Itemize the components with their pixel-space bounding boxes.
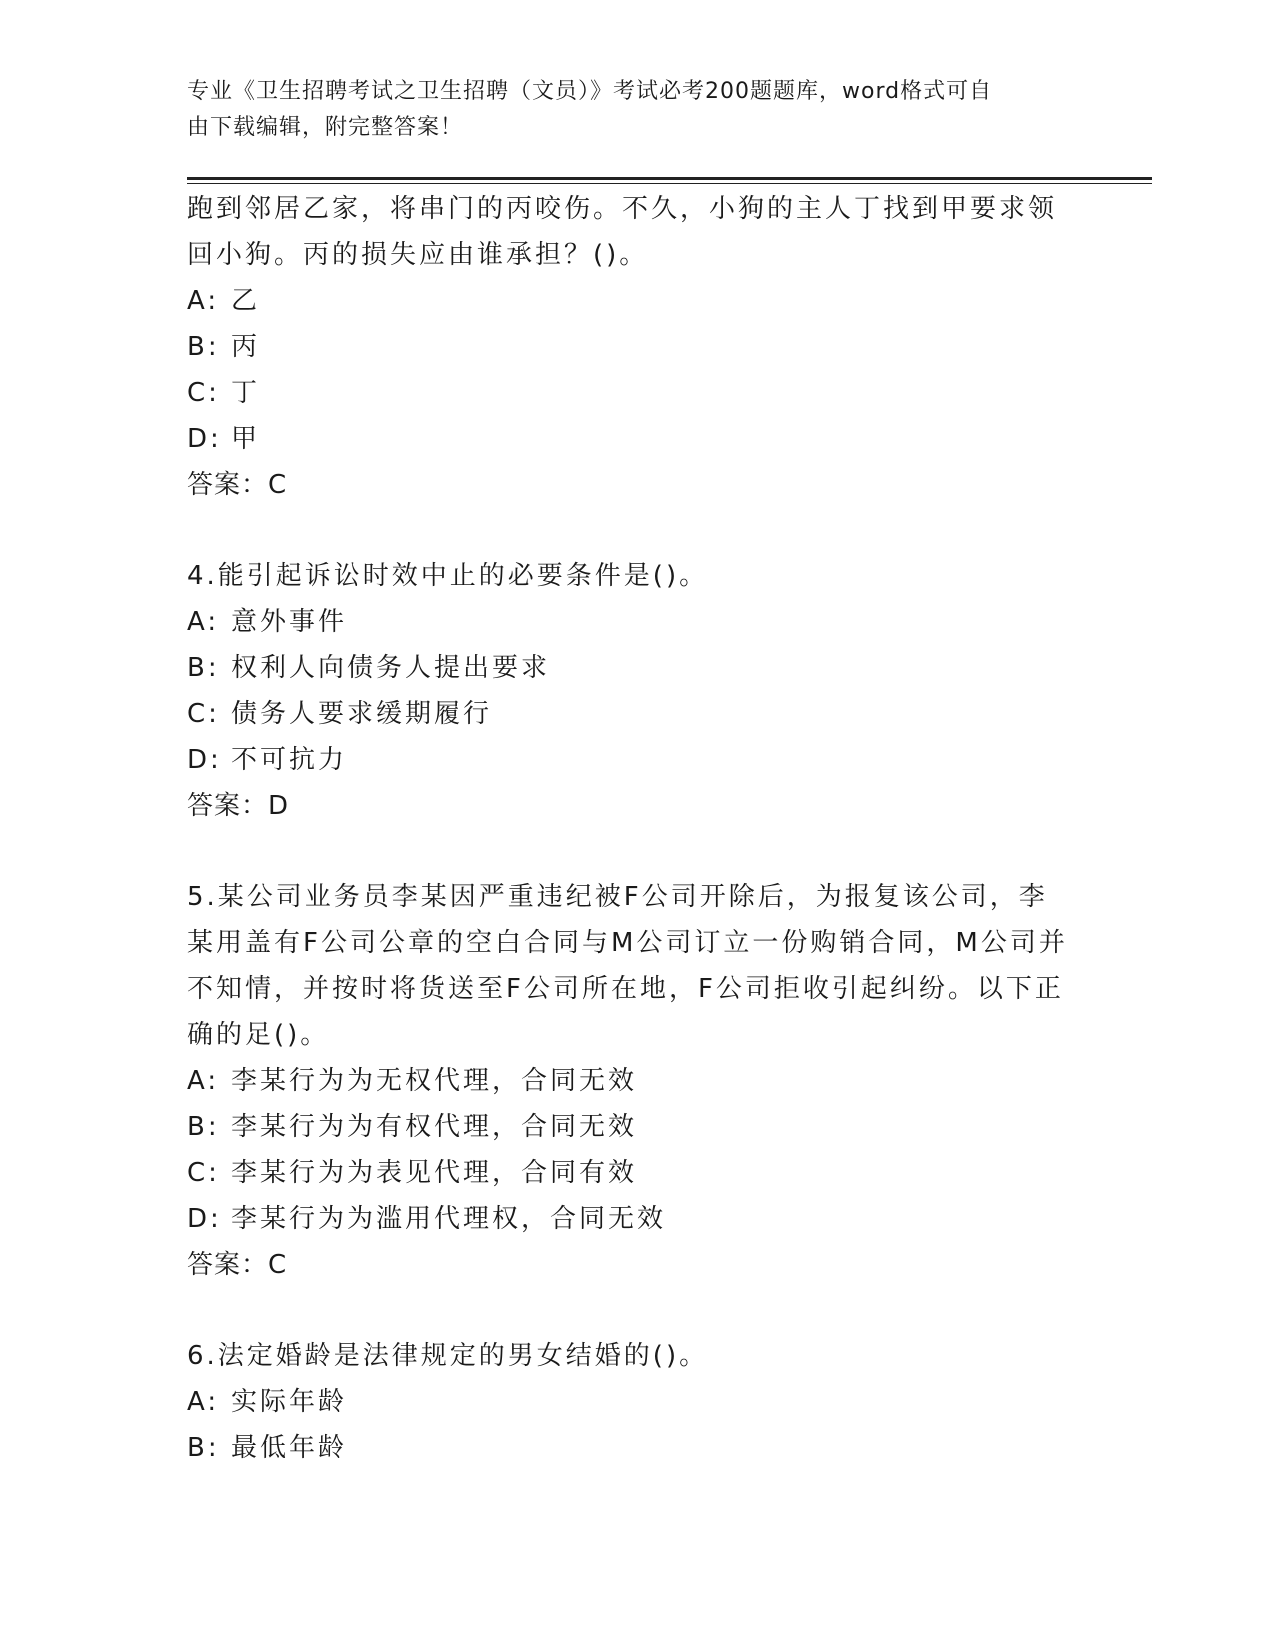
option-key: A: bbox=[187, 607, 220, 637]
question-5-option-c bbox=[187, 1150, 1087, 1196]
document-header bbox=[187, 74, 1067, 146]
question-3-answer: 答案：C bbox=[187, 470, 288, 500]
option-key: B: bbox=[187, 332, 220, 362]
question-5-option-d bbox=[187, 1196, 1087, 1242]
question-5-answer: 答案：C bbox=[187, 1250, 288, 1280]
question-4 bbox=[187, 553, 1087, 829]
question-5-stem-line-1: 5.某公司业务员李某因严重违纪被F公司开除后，为报复该公司，李 bbox=[187, 882, 1048, 912]
header-divider-thick bbox=[187, 177, 1152, 180]
question-4-answer: 答案：D bbox=[187, 791, 290, 821]
option-key: D: bbox=[187, 424, 222, 454]
option-key: A: bbox=[187, 1387, 220, 1417]
question-6-stem: 6.法定婚龄是法律规定的男女结婚的()。 bbox=[187, 1341, 709, 1371]
option-text: 意外事件 bbox=[231, 607, 348, 637]
question-6 bbox=[187, 1333, 1087, 1471]
question-3-option-b bbox=[187, 324, 1087, 370]
option-key: C: bbox=[187, 1158, 220, 1188]
header-divider-thin bbox=[187, 183, 1152, 184]
option-key: B: bbox=[187, 1112, 220, 1142]
question-4-option-d bbox=[187, 737, 1087, 783]
option-text: 甲 bbox=[231, 424, 261, 454]
option-text: 权利人向债务人提出要求 bbox=[231, 653, 551, 683]
header-line-1: 专业《卫生招聘考试之卫生招聘（文员）》考试必考200题题库，word格式可自 bbox=[187, 79, 993, 104]
question-5-stem-line-4: 确的足()。 bbox=[187, 1020, 330, 1050]
option-text: 债务人要求缓期履行 bbox=[231, 699, 493, 729]
question-3-option-c bbox=[187, 370, 1087, 416]
question-3-option-d bbox=[187, 416, 1087, 462]
option-key: B: bbox=[187, 1433, 220, 1463]
option-text: 最低年龄 bbox=[231, 1433, 348, 1463]
question-4-option-b bbox=[187, 645, 1087, 691]
option-key: B: bbox=[187, 653, 220, 683]
option-text: 李某行为为无权代理，合同无效 bbox=[231, 1066, 638, 1096]
question-4-option-a bbox=[187, 599, 1087, 645]
question-3-stem-line-2: 回小狗。丙的损失应由谁承担？()。 bbox=[187, 240, 649, 270]
option-key: D: bbox=[187, 1204, 222, 1234]
question-3-stem-line-1: 跑到邻居乙家，将串门的丙咬伤。不久，小狗的主人丁找到甲要求领 bbox=[187, 194, 1058, 224]
option-text: 李某行为为有权代理，合同无效 bbox=[231, 1112, 638, 1142]
header-line-2: 由下载编辑，附完整答案！ bbox=[187, 115, 464, 140]
option-key: D: bbox=[187, 745, 222, 775]
question-3-option-a bbox=[187, 278, 1087, 324]
option-key: C: bbox=[187, 699, 220, 729]
question-6-option-b bbox=[187, 1425, 1087, 1471]
question-6-option-a bbox=[187, 1379, 1087, 1425]
spacer bbox=[187, 829, 1087, 874]
option-text: 不可抗力 bbox=[231, 745, 348, 775]
option-text: 实际年龄 bbox=[231, 1387, 348, 1417]
spacer bbox=[187, 1288, 1087, 1333]
question-5-stem-line-2: 某用盖有F公司公章的空白合同与M公司订立一份购销合同，M公司并 bbox=[187, 928, 1068, 958]
option-key: A: bbox=[187, 286, 220, 316]
option-text: 乙 bbox=[231, 286, 261, 316]
option-key: A: bbox=[187, 1066, 220, 1096]
option-text: 丙 bbox=[231, 332, 261, 362]
option-text: 李某行为为滥用代理权，合同无效 bbox=[231, 1204, 667, 1234]
option-text: 李某行为为表见代理，合同有效 bbox=[231, 1158, 638, 1188]
option-text: 丁 bbox=[231, 378, 261, 408]
question-4-option-c bbox=[187, 691, 1087, 737]
question-5-option-a bbox=[187, 1058, 1087, 1104]
question-5-option-b bbox=[187, 1104, 1087, 1150]
question-content bbox=[187, 186, 1087, 1471]
option-key: C: bbox=[187, 378, 220, 408]
question-3-tail bbox=[187, 186, 1087, 508]
question-5 bbox=[187, 874, 1087, 1288]
spacer bbox=[187, 508, 1087, 553]
question-5-stem-line-3: 不知情，并按时将货送至F公司所在地，F公司拒收引起纠纷。以下正 bbox=[187, 974, 1064, 1004]
question-4-stem: 4.能引起诉讼时效中止的必要条件是()。 bbox=[187, 561, 709, 591]
